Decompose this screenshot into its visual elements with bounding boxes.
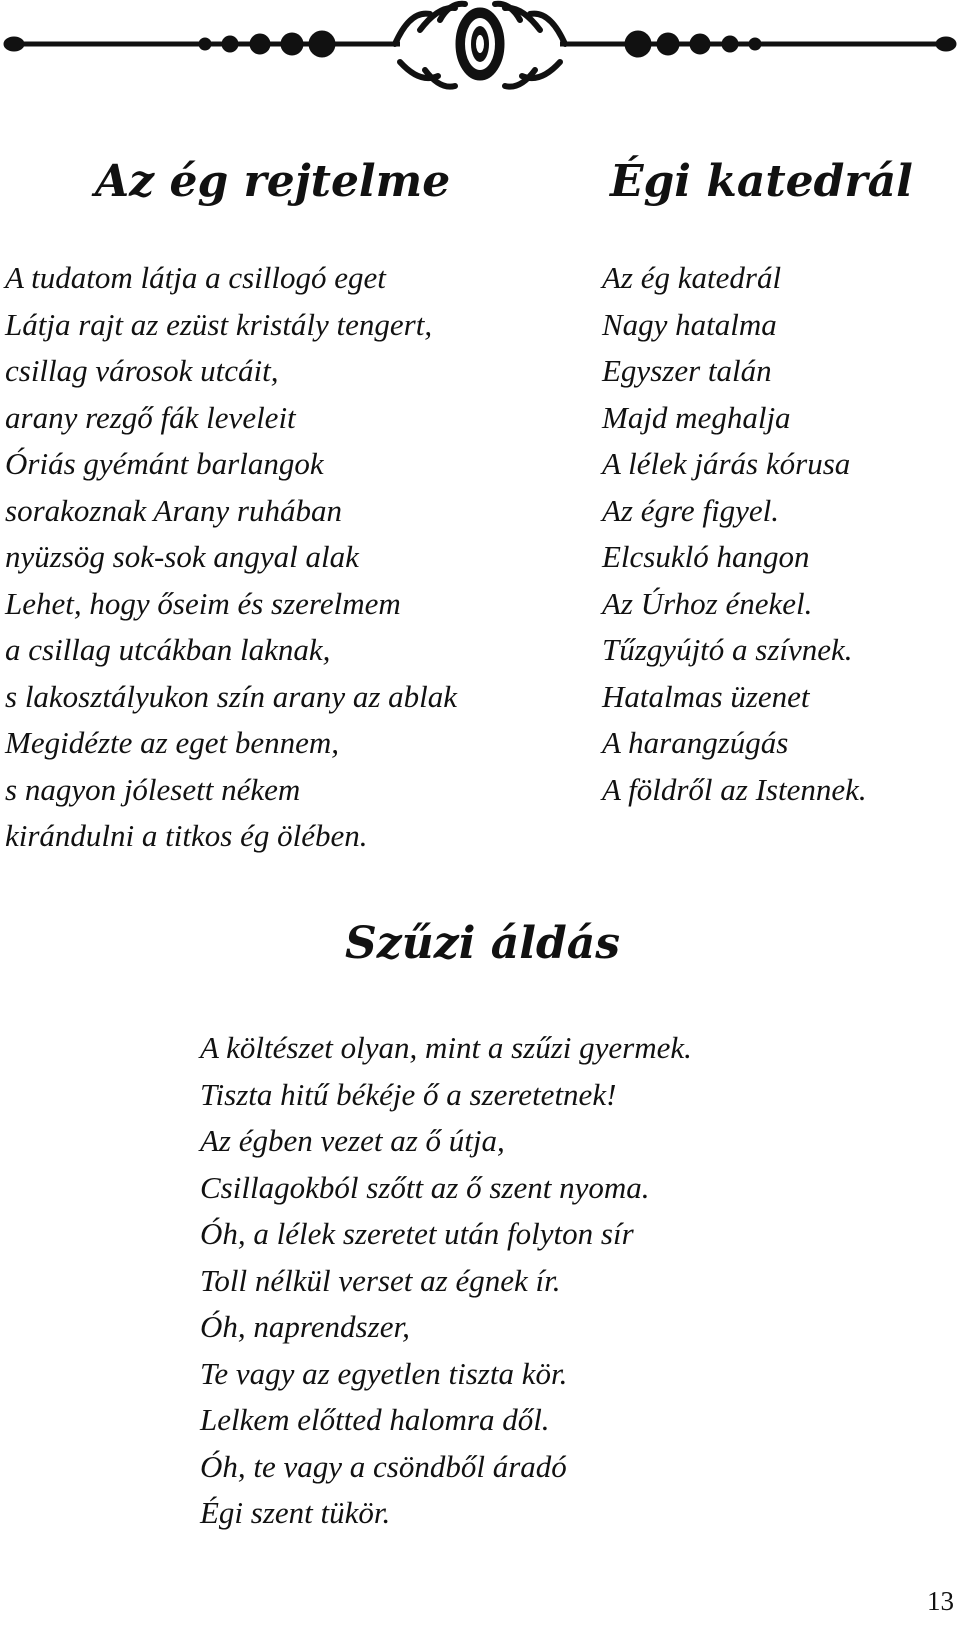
poem-line: sorakoznak Arany ruhában bbox=[5, 492, 342, 528]
poem-text bbox=[602, 255, 867, 813]
poem-line: csillag városok utcáit, bbox=[5, 353, 279, 388]
poem-line: Tiszta hitű békéje ő a szeretetnek! bbox=[200, 1076, 617, 1112]
poem-line: a csillag utcákban laknak, bbox=[5, 632, 331, 667]
poem-line: s nagyon jólesett nékem bbox=[5, 771, 301, 807]
poem-line: Majd meghalja bbox=[602, 399, 791, 435]
poem-line: Az Úrhoz énekel. bbox=[602, 585, 813, 621]
poem-line: Hatalmas üzenet bbox=[602, 678, 810, 714]
poem-title: Égi katedrál bbox=[610, 156, 913, 207]
poem-line: A harangzúgás bbox=[602, 725, 789, 760]
poem-line: Az égben vezet az ő útja, bbox=[200, 1123, 505, 1158]
poem-line: A költészet olyan, mint a szűzi gyermek. bbox=[200, 1030, 692, 1065]
poem-title: Szűzi áldás bbox=[345, 918, 621, 969]
poem-line: Óh, naprendszer, bbox=[200, 1309, 410, 1344]
poem-line: Óh, a lélek szeretet után folyton sír bbox=[200, 1216, 634, 1251]
poem-line: Lehet, hogy őseim és szerelmem bbox=[5, 585, 401, 621]
poem-text bbox=[5, 255, 457, 860]
page-number: 13 bbox=[927, 1586, 954, 1616]
poem-line: kirándulni a titkos ég ölében. bbox=[5, 818, 368, 853]
poem-line: Egyszer talán bbox=[602, 353, 772, 388]
poem-line: Tűzgyújtó a szívnek. bbox=[602, 632, 853, 667]
poem-line: A tudatom látja a csillogó eget bbox=[5, 260, 386, 295]
poem-line: Lelkem előtted halomra dől. bbox=[200, 1402, 550, 1437]
poem-line: Csillagokból szőtt az ő szent nyoma. bbox=[200, 1169, 650, 1205]
poem-line: arany rezgő fák leveleit bbox=[5, 399, 296, 435]
poem-title: Az ég rejtelme bbox=[95, 156, 451, 207]
poem-line: Megidézte az eget bennem, bbox=[5, 725, 339, 760]
poem-line: A földről az Istennek. bbox=[602, 771, 867, 807]
poem-line: Te vagy az egyetlen tiszta kör. bbox=[200, 1355, 568, 1391]
poem-line: Óriás gyémánt barlangok bbox=[5, 446, 324, 481]
poem-line: Óh, te vagy a csöndből áradó bbox=[200, 1448, 567, 1484]
poem-line: Égi szent tükör. bbox=[200, 1495, 391, 1530]
poem-line: Nagy hatalma bbox=[602, 306, 777, 342]
poem-text bbox=[200, 1025, 692, 1537]
poem-line: nyüzsög sok-sok angyal alak bbox=[5, 539, 359, 574]
poem-line: Látja rajt az ezüst kristály tengert, bbox=[5, 306, 433, 342]
poem-line: Elcsukló hangon bbox=[602, 539, 810, 574]
poem-line: s lakosztályukon szín arany az ablak bbox=[5, 678, 458, 714]
floral-divider-icon bbox=[0, 0, 960, 100]
poem-line: Toll nélkül verset az égnek ír. bbox=[200, 1262, 561, 1298]
poem-line: Az ég katedrál bbox=[602, 260, 782, 295]
poem-line: A lélek járás kórusa bbox=[602, 446, 851, 481]
poem-line: Az égre figyel. bbox=[602, 492, 780, 528]
